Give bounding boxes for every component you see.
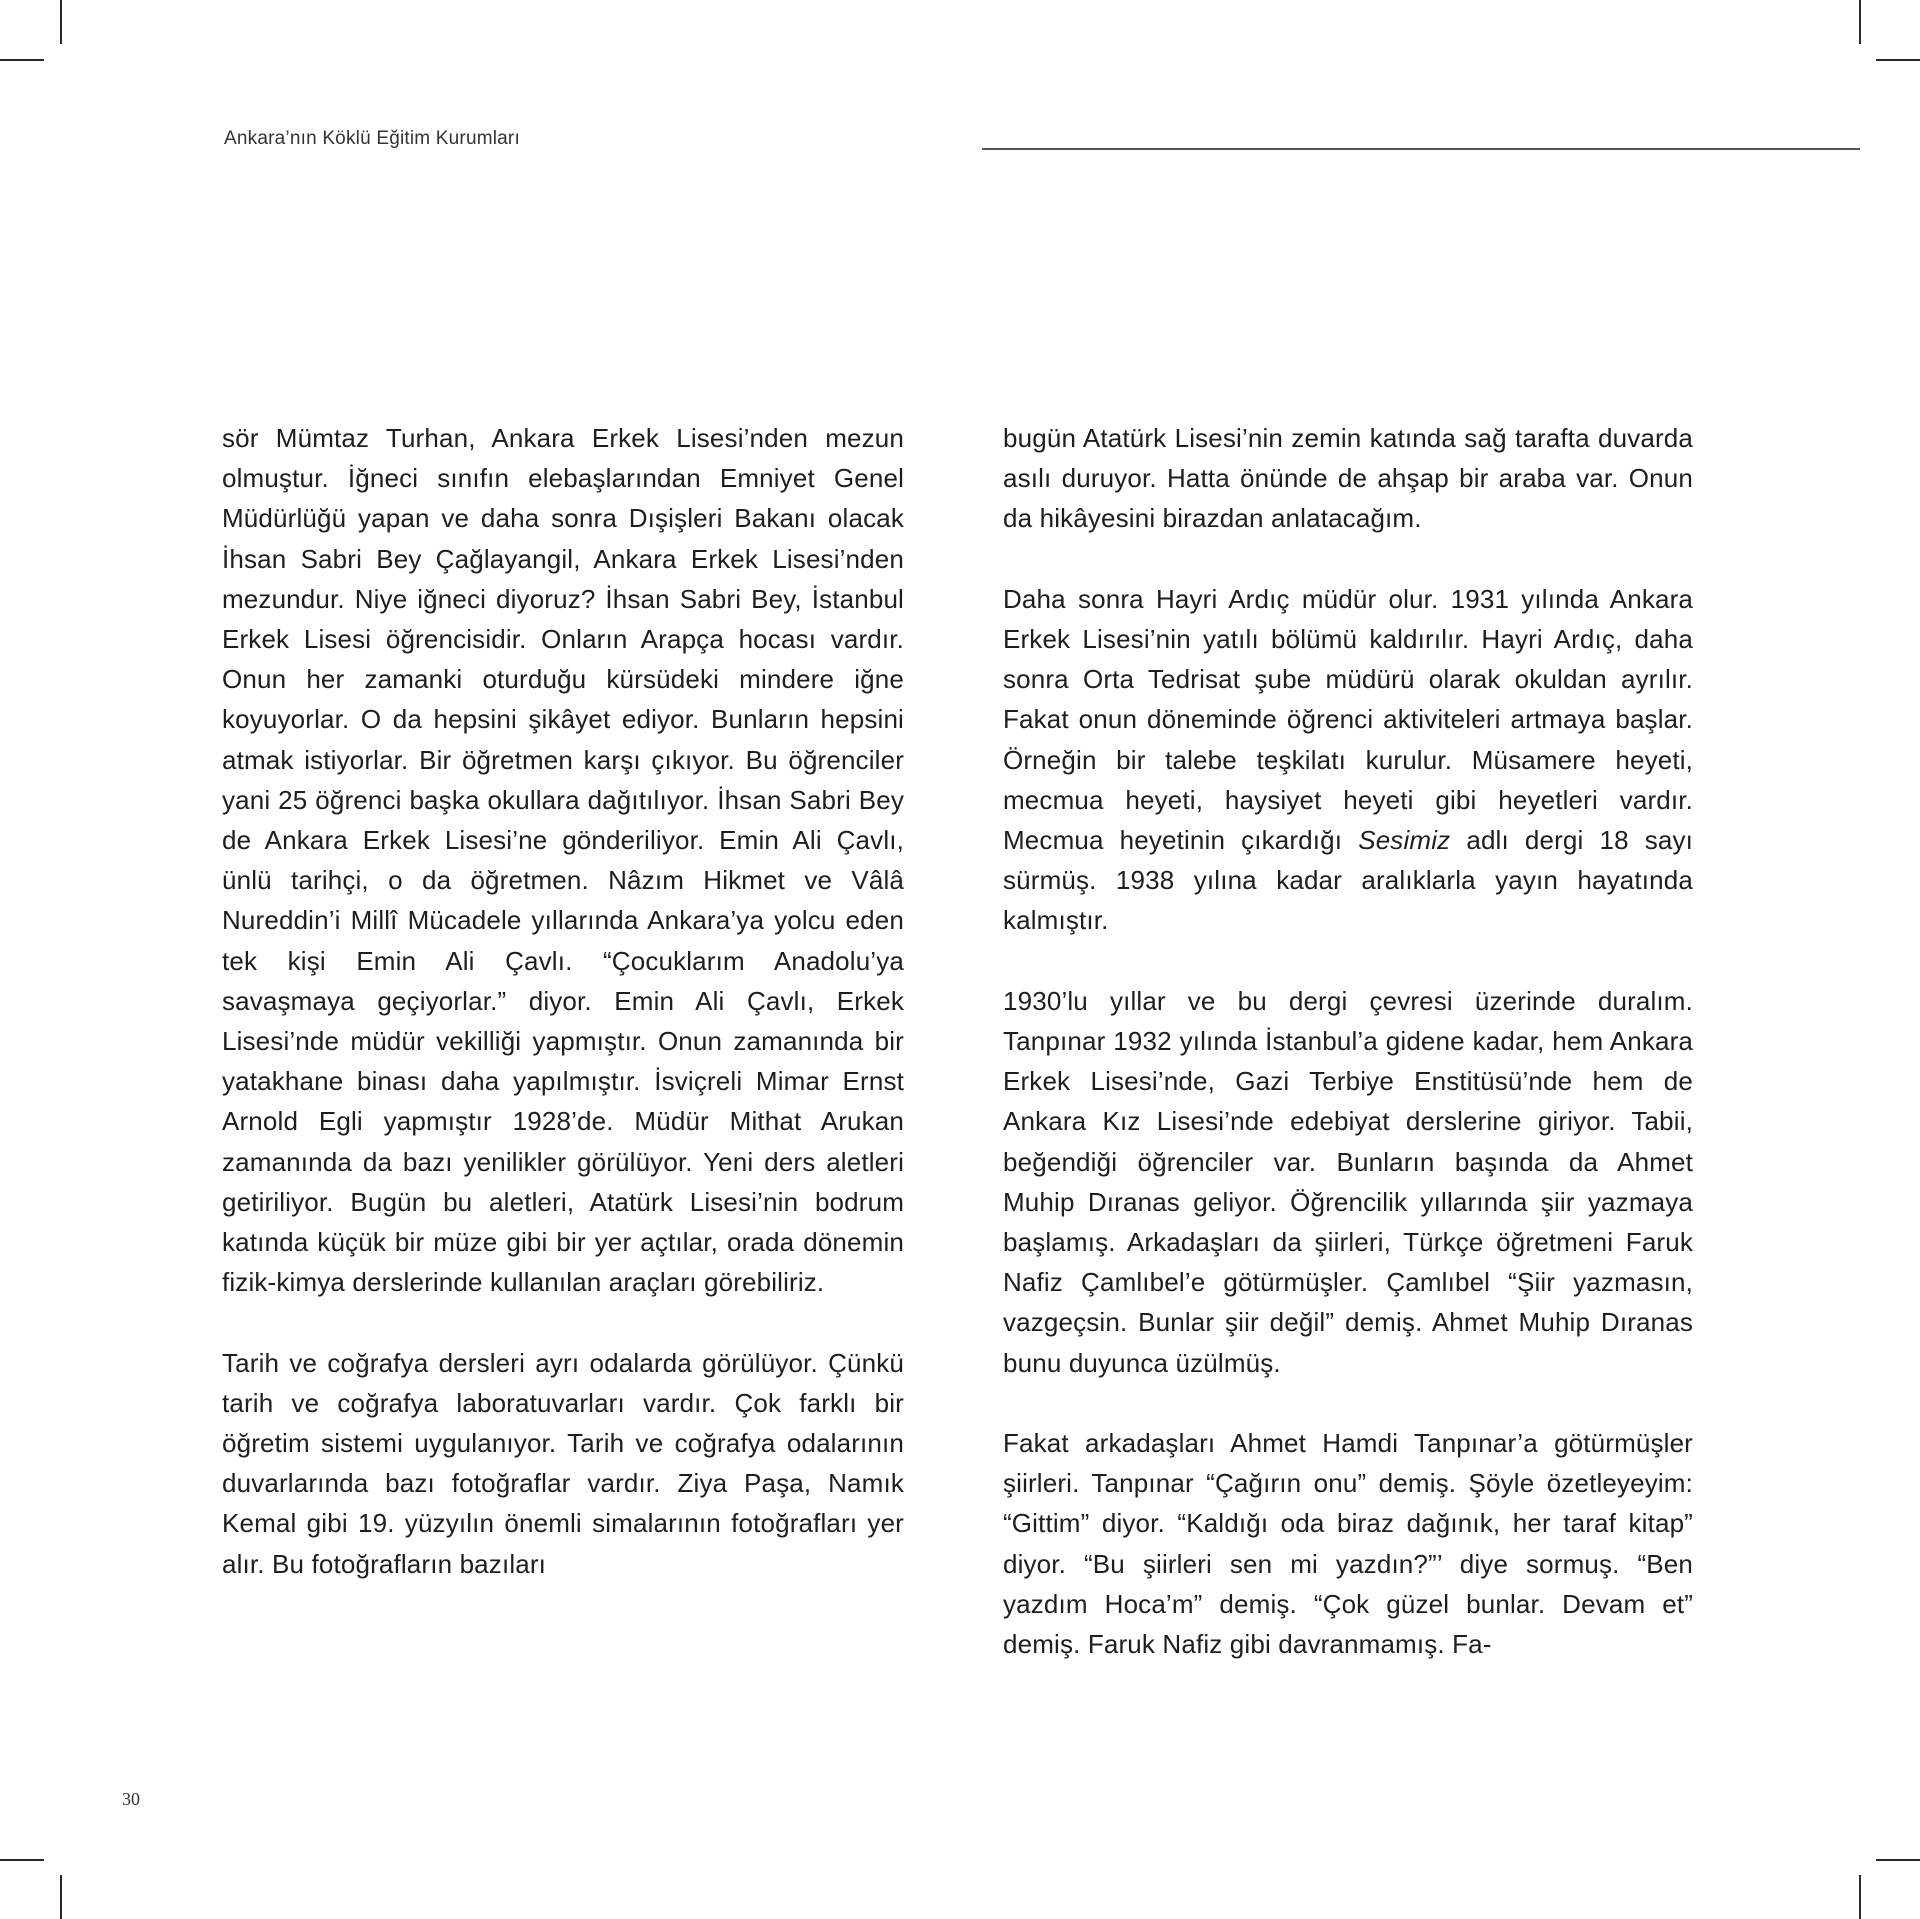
right-paragraph-3: 1930’lu yıllar ve bu dergi çevresi üzerinde duralım. Tanpınar 1932 yılında İstanbul’a gidene kadar, hem Ankara Erkek Lisesi’nde, Gazi Terbiye Enstitüsü’nde hem de Ankara Kız Lisesi’nde edebiyat derslerine giriyor. Tabii, beğendiği öğrenciler var. Bunların başında da Ahmet Muhip Dıranas geliyor. Öğrencilik yıllarında şiir yazmaya başlamış. Arkadaşları da şiirleri, Türkçe öğretmeni Faruk Nafiz Çamlıbel’e götürmüşler. Çamlıbel “Şiir yazmasın, vazgeçsin. Bunlar şiir değil” demiş. Ahmet Muhip Dıranas bunu duyunca üzülmüş. [1003, 985, 1693, 1378]
left-text-column [222, 418, 904, 1624]
crop-mark-top-left-horizontal [0, 59, 44, 61]
right-text-column [1003, 418, 1693, 1704]
page-number: 30 [122, 1789, 140, 1809]
crop-mark-bottom-right-vertical [1859, 1875, 1861, 1919]
crop-mark-bottom-left-horizontal [0, 1859, 44, 1861]
left-paragraph-2: Tarih ve coğrafya dersleri ayrı odalarda görülüyor. Çünkü tarih ve coğrafya laboratuvarları vardır. Çok farklı bir öğretim sistemi uygulanıyor. Tarih ve coğrafya odalarının duvarlarında bazı fotoğraflar vardır. Ziya Paşa, Namık Kemal gibi 19. yüzyılın önemli simalarının fotoğrafları yer alır. Bu fotoğrafların bazıları [222, 1347, 904, 1579]
magazine-title-sesimiz: Sesimiz [1358, 825, 1451, 856]
left-paragraph-1: sör Mümtaz Turhan, Ankara Erkek Lisesi’nden mezun olmuştur. İğneci sınıfın elebaşlarından Emniyet Genel Müdürlüğü yapan ve daha sonra Dışişleri Bakanı olacak İhsan Sabri Bey Çağlayangil, Ankara Erkek Lisesi’nden mezundur. Niye iğneci diyoruz? İhsan Sabri Bey, İstanbul Erkek Lisesi öğrencisidir. Onların Arapça hocası vardır. Onun her zamanki oturduğu kürsüdeki mindere iğne koyuyorlar. O da hepsini şikâyet ediyor. Bunların hepsini atmak istiyorlar. Bir öğretmen karşı çıkıyor. Bu öğrenciler yani 25 öğrenci başka okullara dağıtılıyor. İhsan Sabri Bey de Ankara Erkek Lisesi’ne gönderiliyor. Emin Ali Çavlı, ünlü tarihçi, o da öğretmen. Nâzım Hikmet ve Vâlâ Nureddin’i Millî Mücadele yıllarında Ankara’ya yolcu eden tek kişi Emin Ali Çavlı. “Çocuklarım Anadolu’ya savaşmaya geçiyorlar.” diyor. Emin Ali Çavlı, Erkek Lisesi’nde müdür vekilliği yapmıştır. Onun zamanında bir yatakhane binası daha yapılmıştır. İsviçreli Mimar Ernst Arnold Egli yapmıştır 1928’de. Müdür Mithat Arukan zamanında da bazı yenilikler görülüyor. Yeni ders aletleri getiriliyor. Bugün bu aletleri, Atatürk Lisesi’nin bodrum katında küçük bir müze gibi bir yer açtılar, orada dönemin fizik-kimya derslerinde kullanılan araçları görebiliriz. [222, 423, 904, 1298]
crop-mark-bottom-right-horizontal [1876, 1859, 1920, 1861]
right-paragraph-1: bugün Atatürk Lisesi’nin zemin katında sağ tarafta duvarda asılı duruyor. Hatta önünde de ahşap bir araba var. Onun da hikâyesini birazdan anlatacağım. [1003, 423, 1693, 534]
running-head-title: Ankara’nın Köklü Eğitim Kurumları [224, 128, 520, 149]
right-paragraph-2-part-a: Daha sonra Hayri Ardıç müdür olur. 1931 yılında Ankara Erkek Lisesi’nin yatılı bölümü kaldırılır. Hayri Ardıç, daha sonra Orta Tedrisat şube müdürü olarak okuldan ayrılır. Fakat onun döneminde öğrenci aktiviteleri artmaya başlar. Örneğin bir talebe teşkilatı kurulur. Müsamere heyeti, mecmua heyeti, haysiyet heyeti gibi heyetleri vardır. Mecmua heyetinin çıkardığı [1003, 583, 1693, 856]
crop-mark-bottom-left-vertical [60, 1875, 62, 1919]
crop-mark-top-right-vertical [1859, 0, 1861, 44]
right-paragraph-2-part-b: adlı dergi 18 sayı sürmüş. 1938 yılına kadar aralıklarla yayın hayatında kalmıştır. [1003, 825, 1694, 936]
right-paragraph-2 [1003, 579, 1693, 941]
header-rule [982, 148, 1860, 150]
crop-mark-top-right-horizontal [1876, 59, 1920, 61]
right-paragraph-4: Fakat arkadaşları Ahmet Hamdi Tanpınar’a götürmüşler şiirleri. Tanpınar “Çağırın onu” demiş. Şöyle özetleyeyim: “Gittim” diyor. “Kaldığı oda biraz dağınık, her taraf kitap” diyor. “Bu şiirleri sen mi yazdın?”’ diye sormuş. “Ben yazdım Hoca’m” demiş. “Çok güzel bunlar. Devam et” demiş. Faruk Nafiz gibi davranmamış. Fa- [1003, 1428, 1693, 1660]
crop-mark-top-left-vertical [60, 0, 62, 44]
